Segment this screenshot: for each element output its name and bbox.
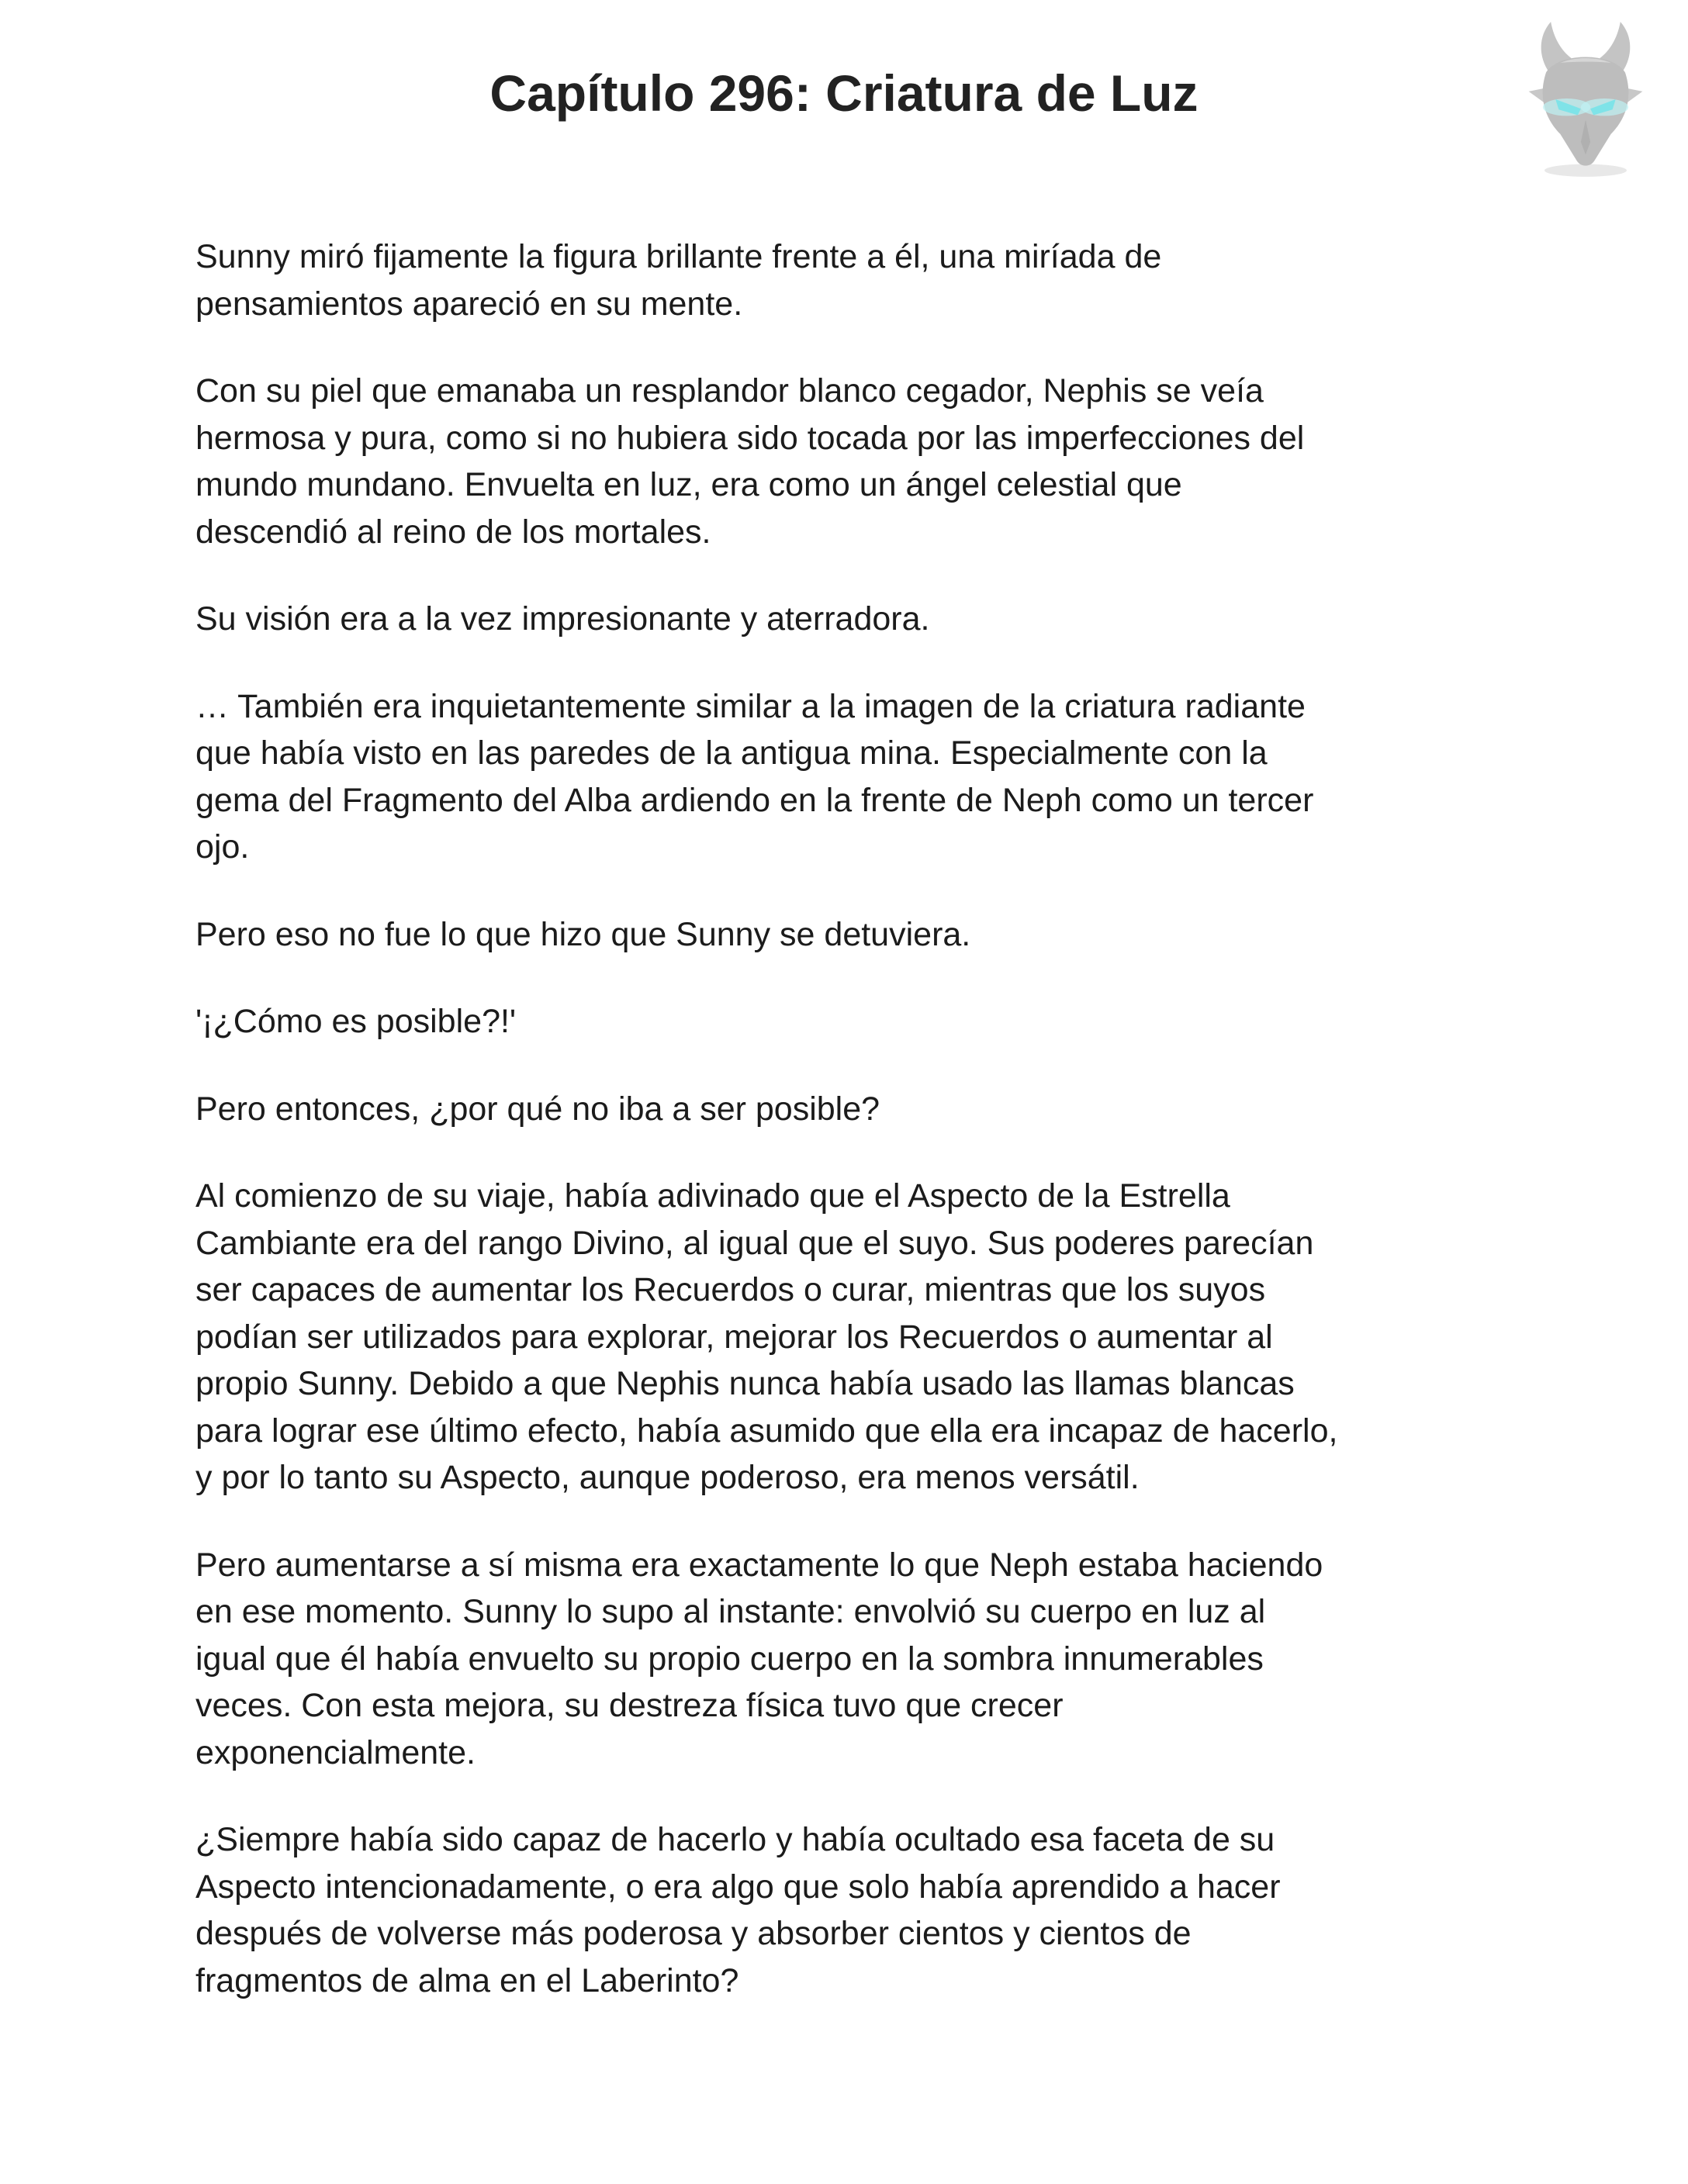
paragraph [195,1173,1514,1502]
text-line: Su visión era a la vez impresionante y aterradora. [195,600,930,638]
text-line: Pero aumentarse a sí misma era exactamente lo que Neph estaba haciendo [195,1546,1323,1584]
paragraph [195,368,1514,555]
text-line: para lograr ese último efecto, había asumido que ella era incapaz de hacerlo, [195,1412,1338,1450]
text-line: mundo mundano. Envuelta en luz, era como un ángel celestial que [195,466,1182,503]
paragraph [195,1086,1514,1133]
text-line: gema del Fragmento del Alba ardiendo en la frente de Neph como un tercer [195,781,1314,819]
text-line: propio Sunny. Debido a que Nephis nunca había usado las llamas blancas [195,1365,1295,1402]
text-line: exponencialmente. [195,1733,476,1771]
paragraph [195,683,1514,871]
text-line: '¡¿Cómo es posible?!' [195,1003,517,1040]
text-line: descendió al reino de los mortales. [195,513,711,551]
text-line: y por lo tanto su Aspecto, aunque poderoso, era menos versátil. [195,1459,1140,1496]
paragraph [195,596,1514,643]
text-line: Al comienzo de su viaje, había adivinado que el Aspecto de la Estrella [195,1177,1230,1215]
text-line: ser capaces de aumentar los Recuerdos o curar, mientras que los suyos [195,1271,1266,1308]
text-line: … También era inquietantemente similar a la imagen de la criatura radiante [195,687,1306,725]
text-line: Pero eso no fue lo que hizo que Sunny se detuviera. [195,915,971,953]
text-line: después de volverse más poderosa y absorber cientos y cientos de [195,1915,1192,1952]
text-line: veces. Con esta mejora, su destreza física tuvo que crecer [195,1687,1064,1724]
paragraph [195,998,1514,1045]
text-line: Sunny miró fijamente la figura brillante frente a él, una miríada de [195,238,1162,275]
page-title: Capítulo 296: Criatura de Luz [489,64,1199,122]
text-line: ojo. [195,828,250,866]
paragraph [195,1816,1514,2004]
text-line: igual que él había envuelto su propio cuerpo en la sombra innumerables [195,1640,1264,1678]
text-line: fragmentos de alma en el Laberinto? [195,1961,739,1999]
text-line: Pero entonces, ¿por qué no iba a ser posible? [195,1090,880,1128]
demon-head-logo-icon [1514,16,1657,181]
text-line: que había visto en las paredes de la antigua mina. Especialmente con la [195,734,1268,772]
chapter-body [195,233,1514,2044]
text-line: podían ser utilizados para explorar, mejorar los Recuerdos o aumentar al [195,1318,1273,1356]
paragraph [195,911,1514,959]
text-line: Con su piel que emanaba un resplandor blanco cegador, Nephis se veía [195,372,1264,410]
text-line: Cambiante era del rango Divino, al igual que el suyo. Sus poderes parecían [195,1224,1314,1262]
paragraph [195,233,1514,327]
text-line: ¿Siempre había sido capaz de hacerlo y había ocultado esa faceta de su [195,1821,1275,1858]
paragraph [195,1542,1514,1777]
text-line: Aspecto intencionadamente, o era algo que solo había aprendido a hacer [195,1868,1281,1906]
text-line: en ese momento. Sunny lo supo al instante: envolvió su cuerpo en luz al [195,1593,1266,1630]
text-line: pensamientos apareció en su mente. [195,285,743,323]
text-line: hermosa y pura, como si no hubiera sido tocada por las imperfecciones del [195,419,1305,457]
